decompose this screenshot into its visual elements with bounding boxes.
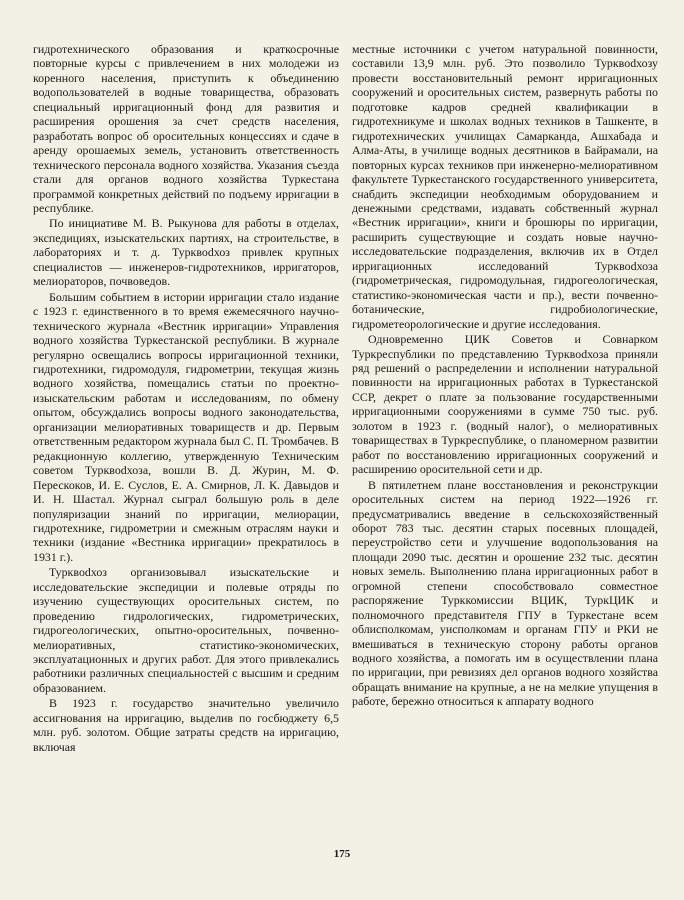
paragraph: Турквodхоз организовывал изыскательские и исследовательские экспедиции и полевые отряды по изучению существующих оросительных систем, по проведению гидрологических, гидрометрических, гидрогеологических, опытно-оросительных, почвенно-мелиоративных, статистико-экономических, эксплуатационных и других работ. Для этого привлекались работники различных специальностей с высшим и средним образованием. — [33, 565, 339, 695]
paragraph: гидротехнического образования и краткосрочные повторные курсы с привлечением в них молодежи из коренного населения, приступить к объединению водопользователей в водные товарищества, образовать специальный ирригационный фонд для развития и расширения орошения за счет средств населения, разработать вопрос об оросительных концессиях и сдаче в аренду орошаемых земель, установить ответственность технического персонала водного хозяйства. Указания съезда стали для органов водного хозяйства Туркестана программой конкретных действий по подъему ирригации в республике. — [33, 42, 339, 215]
paragraph: Одновременно ЦИК Советов и Совнарком Туркреспублики по представлению Турквodхоза приняли ряд решений о распределении и исполнении натуральной повинности на ирригационных работах в Туркестанской ССР, декрет о плате за пользование государственными ирригационными сооружениями в сумме 750 тыс. руб. золотом в 1923 г. (водный налог), о мелиоративных товариществах в Туркреспублике, о планомерном развитии работ по восстановлению ирригационных сооружений и расширению оросительной сети и др. — [352, 332, 658, 477]
left-column — [33, 42, 339, 754]
paragraph: В 1923 г. государство значительно увеличило ассигнования на ирригацию, выделив по госбюджету 6,5 млн. руб. золотом. Общие затраты средств на ирригацию, включая — [33, 696, 339, 754]
paragraph: Большим событием в истории ирригации стало издание с 1923 г. единственного в то время ежемесячного научно-технического журнала «Вестник ирригации» Управления водного хозяйства Туркестанской республики. В журнале регулярно освещались вопросы ирригационной техники, гидротехники, гидромодуля, гидрометрии, текущая жизнь водного хозяйства, помещались статьи по проектно-изыскательским работам и исследованиям, по обмену опытом, обсуждались вопросы водного законодательства, организации мелиоративных товариществ и др. Первым ответственным редактором журнала был С. П. Тромбачев. В редакционную коллегию, утвержденную Техническим советом Турквodхоза, вошли В. Д. Журин, М. Ф. Перескоков, И. Е. Суслов, Е. А. Смирнов, Л. К. Давыдов и И. Н. Шастал. Журнал сыграл большую роль в деле популяризации знаний по ирригации, мелиорации, гидротехнике, гидрометрии и смежным отраслям науки и техники (издание «Вестника ирригации» прекратилось в 1931 г.). — [33, 289, 339, 564]
paragraph: В пятилетнем плане восстановления и реконструкции оросительных систем на период 1922—1926 гг. предусматривались введение в сельскохозяйственный оборот 783 тыс. десятин старых посевных площадей, переустройство сети и улучшение водопользования на площади 2090 тыс. десятин и орошение 232 тыс. десятин новых земель. Выполнению плана ирригационных работ в огромной степени способствовало совместное распоряжение Турккомиссии ВЦИК, ТуркЦИК и полномочного представителя ГПУ в Туркестане всем облисполкомам, уисполкомам и органам ГПУ и РКИ не вмешиваться в техническую сторону работы органов водного хозяйства, а помогать им в осуществлении плана по ирригации, при ревизиях дел органов водного хозяйства обращать внимание на крупные, а не на мелкие упущения в работе, бережно относиться к аппарату водного — [352, 477, 658, 709]
page-number: 175 — [333, 848, 351, 860]
right-column — [352, 42, 658, 709]
paragraph: местные источники с учетом натуральной повинности, составили 13,9 млн. руб. Это позволило Турквodхозу провести восстановительный ремонт ирригационных сооружений и оросительных систем, развернуть работы по подготовке кадров средней квалификации в гидротехникуме и школах водных техников в Ташкенте, в гидротехнических училищах Самарканда, Ашхабада и Алма-Аты, в училище водных десятников в Байрамали, на повторных курсах техников при инженерно-мелиоративном факультете Туркестанского государственного университета, снабдить экспедиции необходимым оборудованием и денежными средствами, издавать собственный журнал «Вестник ирригации», книги и брошюры по ирригации, расширить существующие и создать новые научно-исследовательские подразделения, включив их в Отдел ирригационных исследований Турквodхоза (гидрометрическая, гидромодульная, гидрогеологическая, статистико-экономическая части и пр.), вести почвенно-ботанические, гидробиологические, гидрометеорологические и другие исследования. — [352, 42, 658, 331]
paragraph: По инициативе М. В. Рыкунова для работы в отделах, экспедициях, изыскательских партиях, на строительстве, в лабораториях и т. д. Турквodхоз привлек крупных специалистов — инженеров-гидротехников, ирригаторов, мелиораторов, почвоведов. — [33, 216, 339, 289]
